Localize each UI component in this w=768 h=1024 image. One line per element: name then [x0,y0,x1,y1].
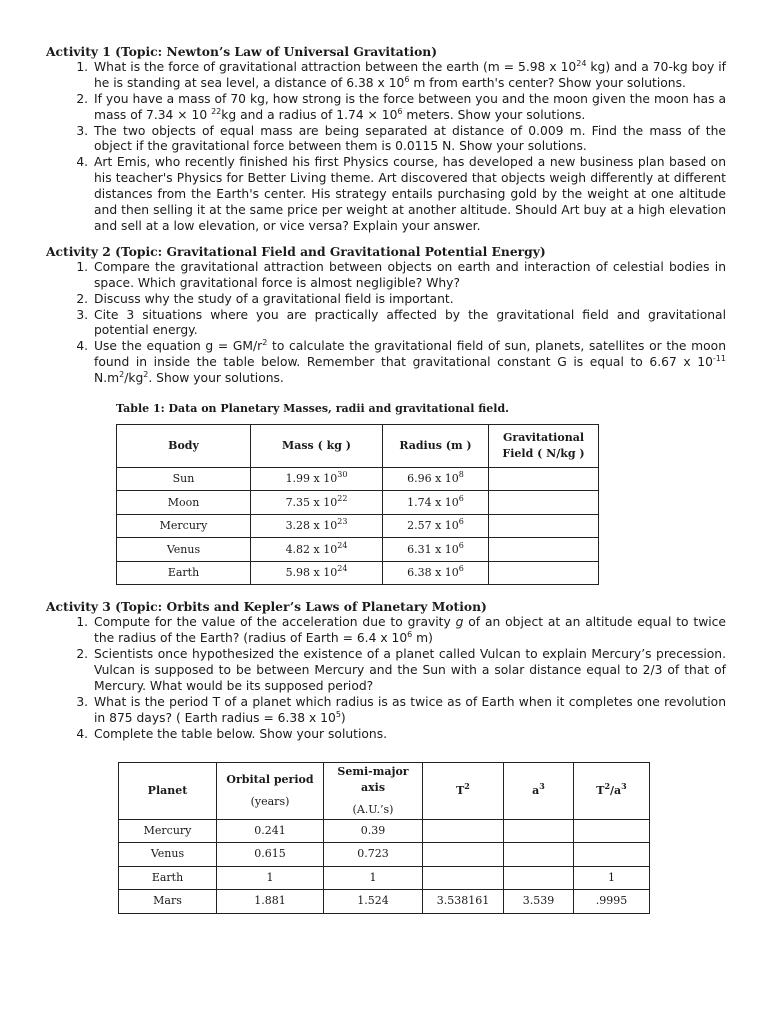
activity2-title: Activity 2 (Topic: Gravitational Field and Gravitational Potential Energy) [46,243,546,259]
activity3-questions [46,615,726,742]
activity1-q1: 1. What is the force of gravitational attraction between the earth (m = 5.98 x $10^{24}$ kg) and a 70-kg boy if he is standing at sea level, a distance of 6.38 x $10^6$ m from earth's center? Show your solutions. [92,60,726,92]
table-row: Earth 5.98 x $10^{24}$ 6.38 x $10^6$ [117,561,599,585]
document-page [46,44,726,914]
activity3-q1: 1. Compute for the value of the acceleration due to gravity g of an object at an altitude equal to twice the radius of the Earth? (radius of Earth = 6.4 x $10^6$ m) [92,615,726,647]
header-ratio: $T^2/a^3$ [574,762,650,819]
header-field: Gravitational Field ( N/kg ) [489,424,599,467]
table-row: Venus 0.615 0.723 [119,843,650,867]
header-axis: Semi-major axis (A.U.’s) [324,762,423,819]
activity1-q4: 4. Art Emis, who recently finished his first Physics course, has developed a new business plan based on his teacher's Physics for Better Living theme. Art discovered that objects weigh differently at different distances from the Earth's center. His strategy entails purchasing gold by the weight at one altitude and then selling it at the same price per weight at another altitude. Should Art buy at a high elevation and sell at a low elevation, or vice versa? Explain your answer. [92,155,726,235]
table-row: Sun 1.99 x $10^{30}$ 6.96 x $10^8$ [117,467,599,491]
activity2-q1: 1. Compare the gravitational attraction between objects on earth and interaction of celestial bodies in space. Which gravitational force is almost negligible? Why? [92,260,726,292]
activity1-questions [46,60,726,235]
activity3-q4: 4. Complete the table below. Show your solutions. [92,727,726,743]
kepler-table [118,762,650,914]
header-period: Orbital period (years) [217,762,324,819]
activity2-questions [46,260,726,387]
table-header-row [117,424,599,467]
header-t2: $T^2$ [423,762,504,819]
table-row: Earth 1 1 1 [119,866,650,890]
activity2-q2: 2. Discuss why the study of a gravitational field is important. [92,292,726,308]
table-row: Mercury 3.28 x $10^{23}$ 2.57 x $10^6$ [117,514,599,538]
activity1-title: Activity 1 (Topic: Newton’s Law of Universal Gravitation) [46,44,438,59]
activity2-q4: 4. Use the equation $g = GM/r^2$ to calculate the gravitational field of sun, planets, satellites or the moon found in inside the table below. Remember that gravitational constant G is equal to 6.67 x $10^{-11}$ $N.m^2/kg^2$. Show your solutions. [92,339,726,387]
table-row: Mercury 0.241 0.39 [119,819,650,843]
header-radius: Radius (m ) [383,424,489,467]
activity3-q3: 3. What is the period T of a planet which radius is as twice as of Earth when it completes one revolution in 875 days? ( Earth radius = 6.38 x $10^5$) [92,695,726,727]
table-header-row [119,762,650,819]
activity3-title: Activity 3 (Topic: Orbits and Kepler’s Laws of Planetary Motion) [46,599,487,615]
activity1-q3: 3. The two objects of equal mass are being separated at distance of 0.009 m. Find the mass of the object if the gravitational force between them is 0.0115 N. Show your solutions. [92,124,726,156]
table-row: Moon 7.35 x $10^{22}$ 1.74 x $10^6$ [117,491,599,515]
table-row: Venus 4.82 x $10^{24}$ 6.31 x $10^6$ [117,538,599,562]
activity2-q3: 3. Cite 3 situations where you are practically affected by the gravitational field and gravitational potential energy. [92,308,726,340]
header-body: Body [117,424,251,467]
table-row: Mars 1.881 1.524 3.538161 3.539 .9995 [119,890,650,914]
planetary-data-table [116,424,599,586]
activity3-q2: 2. Scientists once hypothesized the existence of a planet called Vulcan to explain Mercury’s precession. Vulcan is supposed to be between Mercury and the Sun with a solar distance equal to 2/3 of that of Mercury. What would be its supposed period? [92,647,726,695]
activity1-q2: 2. If you have a mass of 70 kg, how strong is the force between you and the moon given the moon has a mass of 7.34 × 10 $^{22}$kg and a radius of $1.74 \times 10^6$ meters. Show your solutions. [92,92,726,124]
header-planet: Planet [119,762,217,819]
table1-caption: Table 1: Data on Planetary Masses, radii and gravitational field. [116,402,509,416]
header-a3: $a^3$ [504,762,574,819]
header-mass: Mass ( kg ) [251,424,383,467]
